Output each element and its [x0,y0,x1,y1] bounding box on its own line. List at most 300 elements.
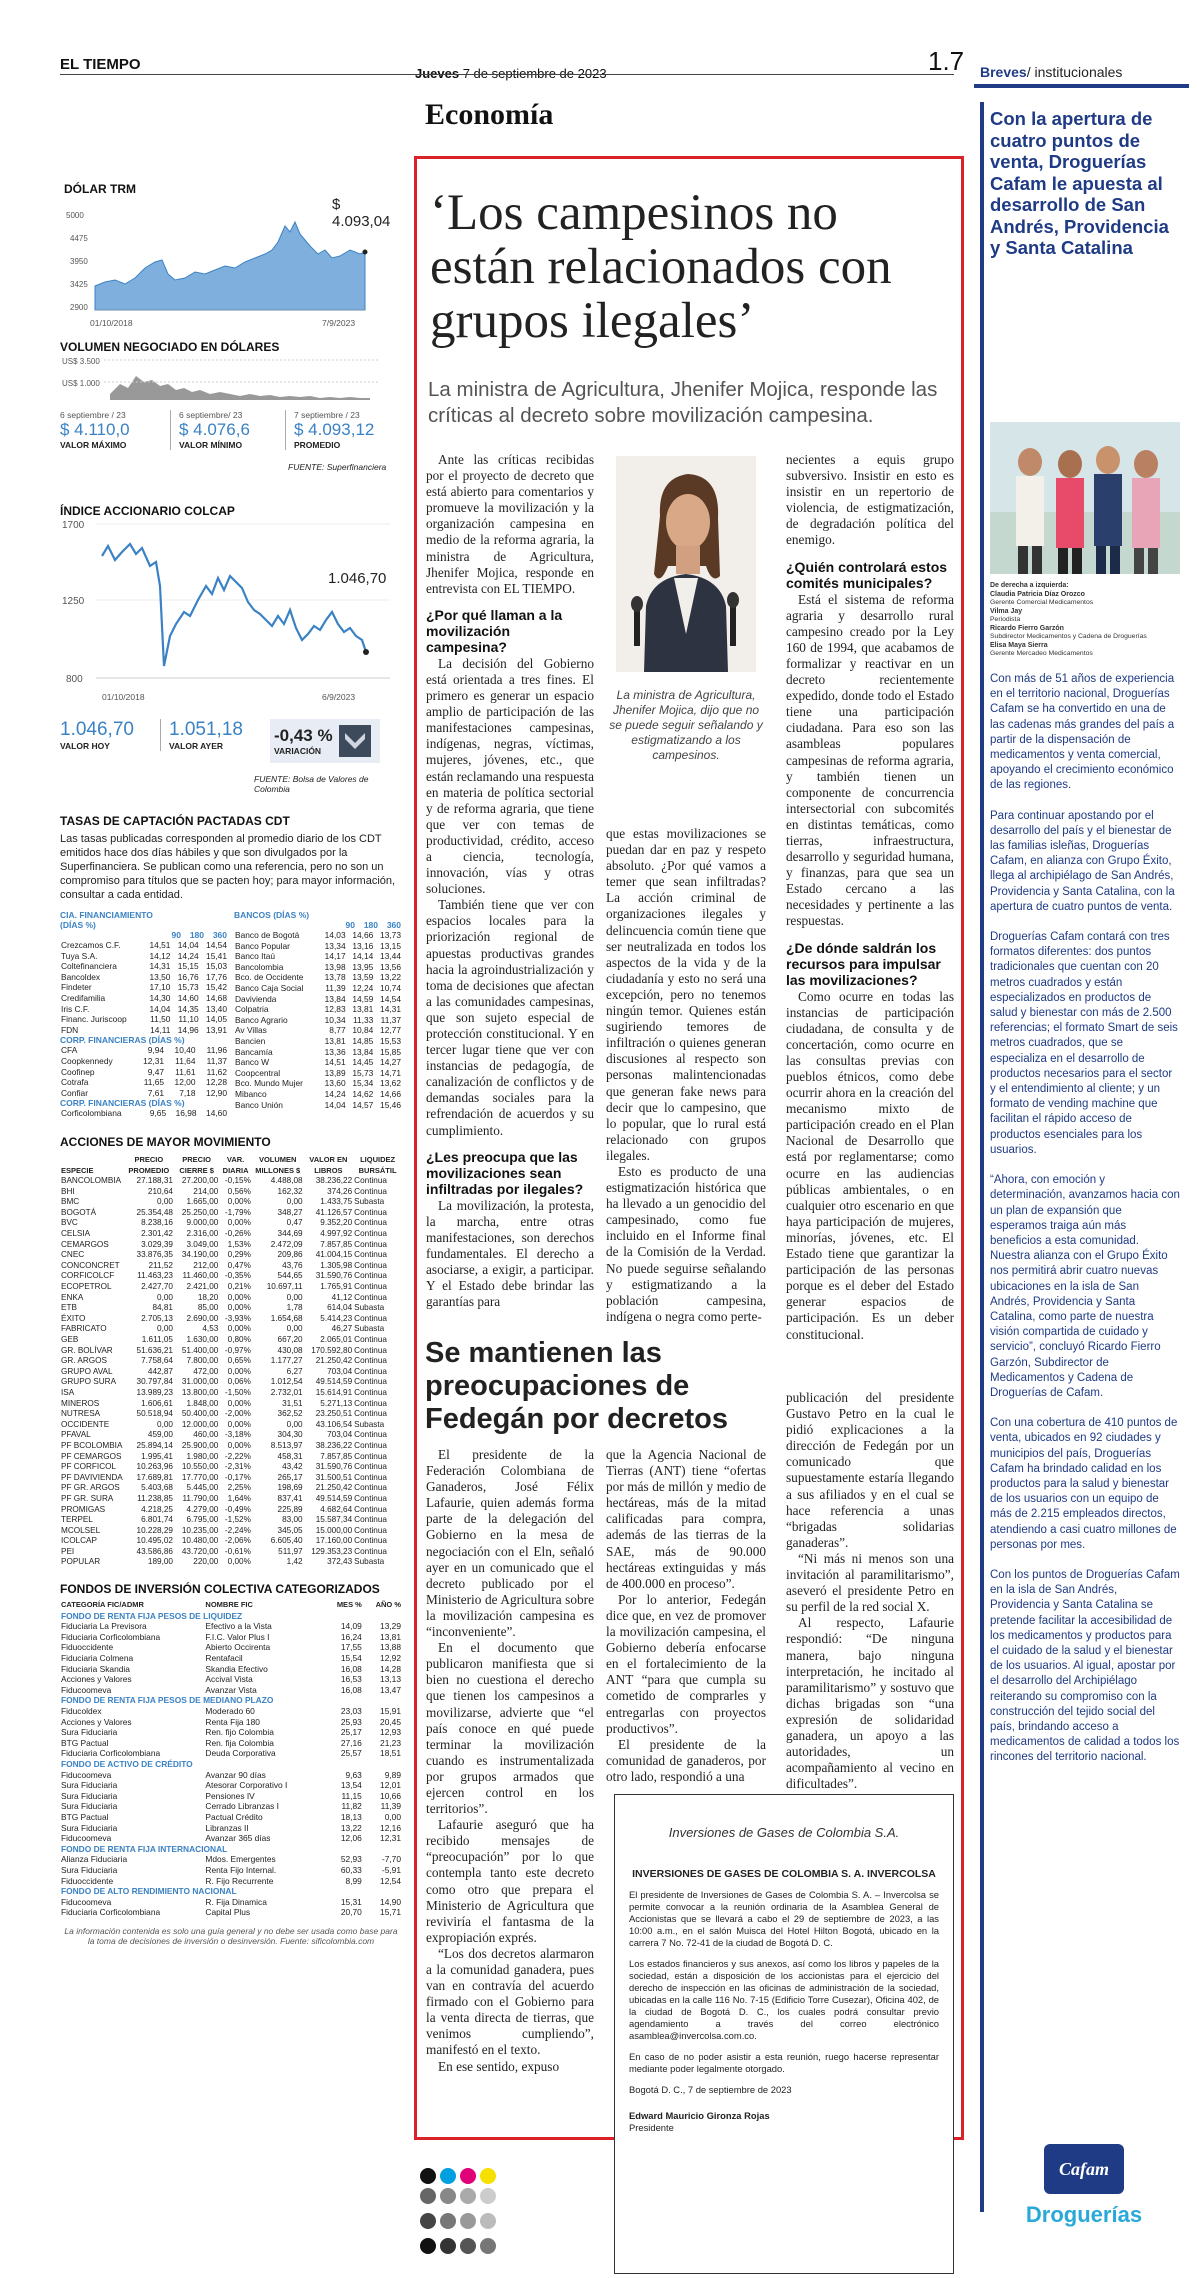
table-cell: 0,00 [157,1292,173,1302]
table-cell: Continua [354,1207,387,1217]
cdt-row [60,993,228,1004]
cdt-row [60,1077,228,1088]
colcap-ayer [160,719,270,751]
cdt-rate: 13,73 [380,930,401,940]
table-cell: NUTRESA [61,1409,101,1419]
cdt-rate: 13,56 [380,961,401,972]
table-cell: Sura Fiduciaria [61,1822,118,1833]
cdt-intro: Las tasas publicadas corresponden al promedio diario de los CDT emitidos hace dos días hábiles y que son divulgados por la Superfinanciera. Se publican como una referencia, pero no son un compromiso para títulos que se pacten hoy; para mayor información, consultar a cada entidad. [60,833,396,901]
dolar-block [60,180,402,330]
paragraph: En ese sentido, expuso [438,2058,560,2074]
cdt-rate: 7,61 [147,1087,165,1098]
table-cell: 1,64% [227,1493,251,1503]
colcap-label: VARIACIÓN [274,746,322,756]
table-cell: -1,50% [224,1387,251,1397]
table-cell: Rentafacil [205,1653,243,1664]
paragraph: “Los dos decretos alarmaron a la comunidad ganadera, pues van en contravía del acuerdo firmado con el Gobierno para la venta directa de tierras, que venimos cumpliendo”, manifestó en el texto. [426,1945,594,2058]
table-cell: Ren. fijo Colombia [205,1727,274,1738]
table-cell: Continua [354,1345,387,1355]
dolar-start: 01/10/2018 [90,318,133,328]
table-cell: POPULAR [61,1557,101,1567]
table-cell: 9,63 [345,1769,362,1780]
table-cell: PF DAVIVIENDA [61,1472,123,1482]
acciones-table [60,1155,402,1568]
table-row [60,1748,402,1759]
table-cell: 51.636,21 [136,1345,173,1355]
table-cell: Efectivo a la Vista [205,1621,272,1632]
colcap-block [60,504,402,804]
person-role: Gerente Comercial Medicamentos [990,599,1094,606]
table-cell: 374,26 [327,1186,353,1196]
table-cell: Fiducoomeva [61,1896,112,1907]
cdt-rate: 14,66 [352,930,374,940]
table-cell: 23.250,51 [315,1409,353,1419]
table-cell: Deuda Corporativa [205,1748,276,1759]
table-cell: 442,87 [147,1366,173,1376]
table-row [60,1547,402,1558]
table-cell: 12,16 [380,1822,401,1833]
table-cell: Continua [354,1398,387,1408]
table-cell: 10.550,00 [181,1462,219,1472]
table-cell: -0,35% [224,1271,251,1281]
table-cell: 2.705,13 [141,1313,173,1323]
cdt-right-header-row [234,910,402,920]
cdt-rate: 17,10 [149,982,171,993]
table-row [60,1536,402,1547]
dolar-ytick: 4475 [70,234,88,243]
table-row [60,1642,402,1653]
cdt-rate: 11,65 [143,1077,165,1088]
table-cell: Continua [354,1250,387,1260]
cdt-day: 90 [345,920,355,930]
table-row [60,1801,402,1812]
table-row [60,1505,402,1516]
cdt-entity: Mibanco [235,1088,267,1099]
table-cell: 345,05 [277,1525,303,1535]
table-cell: 60,33 [340,1864,362,1875]
table-cell: 0,65% [227,1356,251,1366]
table-cell: -3,18% [224,1430,251,1440]
cdt-rate: 13,34 [324,940,346,951]
paragraph: necientes a equis grupo subversivo. Insistir en esto es insistir en un repertorio de violencia, de estigmatización, de degradación política del enemigo. [786,452,954,548]
table-cell: 12,92 [380,1653,401,1664]
table-cell: 15,91 [380,1706,401,1716]
table-row [60,1706,402,1717]
table-cell: BOGOTÁ [61,1207,97,1217]
cdt-rate: 13,78 [324,972,346,983]
person-name: Vilma Jay [990,607,1023,615]
table-cell: 41.004,15 [315,1250,353,1260]
table-cell: 6.605,40 [270,1536,303,1546]
cdt-rate: 15,53 [380,1035,401,1046]
table-cell: 372,43 [327,1557,353,1567]
dolar-ytick: 2900 [70,303,88,312]
cdt-row [60,1045,228,1056]
cdt-entity: Bco. Mundo Mujer [235,1078,303,1089]
table-row [60,1674,402,1685]
table-cell: 5.445,00 [186,1483,219,1493]
cdt-entity: Banco Agrario [235,1014,288,1025]
paragraph: El presidente de la Federación Colombiana de Ganaderos, José Félix Lafaurie, quien además forma parte de la delegación del Gobierno en la mesa de negociación con el Eln, señaló ayer en un comunicado que el decreto publicado por el Ministerio de Agricultura sobre la movilización campesina es “inconveniente”. [426,1447,594,1640]
table-cell: 4.279,00 [186,1504,219,1514]
cdt-rate: 14,11 [150,1024,171,1035]
cdt-row [60,1056,228,1067]
table-row [60,1314,402,1325]
table-cell: ISA [61,1387,75,1397]
cdt-rate: 14,62 [352,1088,374,1099]
table-cell: 41,12 [331,1292,353,1302]
header-rule [60,74,954,75]
table-cell: Ren. fija Colombia [205,1737,274,1748]
question: ¿Por qué llaman a la movilización campesina? [426,606,563,655]
table-cell: Sura Fiduciaria [61,1727,118,1738]
cdt-entity: Confiar [61,1087,88,1098]
names-intro [990,582,1185,591]
table-cell: 17,55 [340,1642,362,1653]
cdt-entity: Banco de Bogotá [235,930,300,940]
minister-photo [616,456,756,672]
sidebar-headline: Con la apertura de cuatro puntos de venta, Droguerías Cafam le apuesta al desarrollo de San Andrés, Providencia y Santa Catalina [990,108,1169,258]
table-cell: 21,23 [380,1737,401,1748]
table-cell: 8.238,16 [141,1218,173,1228]
table-cell: 10.697,11 [266,1282,303,1292]
vol-value: $ 4.076,6 [179,420,250,439]
table-cell: 18,20 [197,1292,219,1302]
table-cell: Continua [354,1387,387,1397]
table-cell: CELSIA [61,1229,91,1239]
cdt-entity: Coofinep [61,1066,95,1077]
cdt-row [234,962,402,973]
table-cell: ICOLCAP [61,1536,97,1546]
fondos-title: FONDOS DE INVERSIÓN COLECTIVA CATEGORIZADOS [60,1582,380,1597]
group-row [60,1611,402,1622]
cafam-logo [1004,2144,1164,2228]
table-cell: 11.463,23 [137,1271,173,1281]
article2-col-1 [426,1447,594,2075]
cdt-day: 360 [212,930,227,940]
column-header: VALOR EN LIBROS [309,1154,348,1175]
table-cell: 1.665,00 [186,1197,219,1207]
table-cell: CNEC [61,1250,85,1260]
table-cell: GR. ARGOS [61,1356,107,1366]
paragraph: Esto es producto de una estigmatización histórica que ha llevado a un genocidio del campesinado, como fue incluido en el Informe final de la Comisión de la Verdad. No puede seguirse señalando y estigmatizando a la población campesina, indígena o negra como perte- [606,1163,766,1324]
dolar-ytick: 5000 [66,211,84,220]
table-cell: 0,47% [227,1260,251,1270]
cdt-rate: 14,24 [324,1088,346,1099]
table-cell: ECOPETROL [61,1282,112,1292]
column-header: PRECIO CIERRE $ [179,1154,214,1175]
table-cell: 25,57 [340,1748,362,1759]
paragraph: Como ocurre en todas las instancias de participación ciudadana, de consulta y de concertación, como ocurre en las consultas previas con pueblos étnicos, como debe ocurrir ahora en la creación del mecanismo mixto de participación creado en el Plan Nacional de Desarrollo que está por reglamentarse; como ocurre en las audiencias públicas ambientales, o en cualquier otro escenario en que haya participación de mujeres, minorías, jóvenes, etc. El Estado tiene que garantizar la participación de las personas porque es el deber del Estado generar espacios de participación. Es un deber constitucional. [786,988,954,1342]
vol-avg [285,410,390,450]
table-cell: 46,27 [331,1324,353,1334]
table-cell: Sura Fiduciaria [61,1780,118,1791]
cdt-row [60,1014,228,1025]
table-cell: 84,81 [152,1303,173,1313]
table-cell: PF GR. ARGOS [61,1483,120,1493]
table-cell: 211,52 [148,1260,173,1270]
table-cell: BTG Pactual [61,1811,109,1822]
table-cell: Continua [354,1218,387,1228]
column-header: VAR. DIARIA [222,1154,249,1175]
table-cell: -0,61% [224,1546,251,1556]
cdt-row [234,930,402,941]
cdt-rate: 14,24 [177,950,199,961]
cdt-entity: Crezcamos C.F. [61,940,121,950]
table-row [60,1865,402,1876]
table-cell: Avanzar 365 días [205,1833,271,1844]
sidebar-header [974,44,1189,88]
table-cell: Continua [354,1271,387,1281]
table-cell: 6.795,00 [186,1515,219,1525]
table-row [60,1409,402,1420]
colcap-variacion: -0,43 % [274,726,333,745]
table-cell: 15,54 [340,1653,362,1664]
table-cell: 0,00% [227,1419,251,1429]
table-cell: PF BCOLOMBIA [61,1440,123,1450]
colcap-ytick: 1250 [62,596,85,607]
column-header: ESPECIE [61,1165,94,1175]
cdt-entity: Tuya S.A. [61,950,98,961]
name-entry [990,642,1185,659]
table-cell: 12,31 [380,1833,401,1844]
cdt-rate: 7,18 [179,1087,196,1098]
table-cell: 0,00% [227,1292,251,1302]
table-cell: 544,65 [277,1271,303,1281]
table-cell: 31.500,51 [315,1472,353,1482]
vol-label: VALOR MÁXIMO [60,440,127,450]
table-cell: Sura Fiduciaria [61,1790,118,1801]
table-cell: Continua [354,1176,387,1186]
table-cell: Continua [354,1504,387,1514]
table-cell: 214,00 [193,1186,219,1196]
cdt-row [234,972,402,983]
table-cell: Continua [354,1493,387,1503]
table-cell: 8,99 [345,1875,362,1886]
table-cell: 51.400,00 [181,1345,219,1355]
table-cell: Continua [354,1239,387,1249]
notice-title: INVERSIONES DE GASES DE COLOMBIA S. A. INVERCOLSA [632,1868,936,1880]
table-cell: 49.514,59 [315,1493,353,1503]
table-cell: 458,31 [277,1451,303,1461]
table-row [60,1833,402,1844]
table-cell: 21.250,42 [315,1356,353,1366]
table-cell: 1.611,05 [141,1335,173,1344]
dolar-ytick: 3950 [70,257,88,266]
article2-headline: Se mantienen las preocupaciones de Fedegán por decretos [425,1337,728,1435]
table-cell: 12,06 [340,1833,362,1844]
table-cell: Continua [354,1515,387,1525]
table-cell: 0,00% [227,1197,251,1207]
table-cell: 10.228,29 [136,1525,173,1535]
table-cell: 614,04 [327,1303,353,1313]
table-cell: -0,49% [224,1504,251,1514]
table-cell: 1.305,98 [320,1260,353,1270]
sidebar-paragraph: Droguerías Cafam contará con tres formatos diferentes: dos puntos tradicionales que cuentan con 20 metros cuadrados y están especializados en productos de salud y bienestar con más de 2.500 referencias; el formato Smart de seis metros cuadrados, que se especializa en el desarrollo de productos necesarios para el sector y el entendimiento al cliente; y un formato de vending machine que facilitan el rápido acceso de productos esenciales para los usuarios. [990,931,1178,1156]
table-row [60,1271,402,1282]
table-cell: 18,51 [380,1748,401,1759]
colcap-ytick: 800 [66,674,83,685]
table-cell: 25.894,14 [136,1440,173,1450]
table-cell: MINEROS [61,1398,100,1408]
table-cell: Pensiones IV [205,1790,255,1801]
table-cell: BMC [61,1197,80,1207]
article-col-2 [606,826,766,1325]
table-cell: Continua [354,1409,387,1419]
cdt-rate: 14,31 [380,1004,401,1015]
group-label: FONDO DE ACTIVO DE CRÉDITO [61,1758,193,1769]
table-cell: 41.126,57 [315,1207,353,1217]
table-cell: 43,76 [282,1260,303,1270]
table-cell: -7,70 [381,1854,401,1865]
table-cell: 43.106,54 [315,1419,353,1429]
sidebar-paragraph: Con una cobertura de 410 puntos de venta, ubicados en 92 ciudades y municipios del país, Droguerías Cafam ha brindado calidad en los productos para la salud y bienestar de los usuarios con un equipo de más de 2.215 empleados directos, atendiendo a casi cuatro millones de personas por mes. [990,1417,1178,1551]
table-cell: 348,27 [277,1207,303,1217]
table-cell: Continua [354,1335,387,1344]
table-cell: 4.218,25 [141,1504,173,1514]
paragraph: Lafaurie aseguró que ha recibido mensajes de “preocupación” por lo que contempla tanto este decreto como otro que prepara el Ministerio de Agricultura que reviviría el fantasma de la expropiación exprés. [426,1817,594,1945]
cdt-rate: 11,62 [206,1066,227,1077]
cdt-rate: 15,34 [352,1078,374,1089]
table-cell: 13.989,23 [136,1387,173,1397]
table-cell: 4,53 [202,1324,219,1334]
table-row [60,1738,402,1749]
table-row [60,1653,402,1664]
table-cell: -5,91 [381,1864,401,1875]
table-cell: 11.460,00 [182,1271,219,1281]
table-cell: 2.690,00 [186,1313,219,1323]
table-cell: 4.997,92 [320,1229,353,1239]
table-cell: 17.689,81 [136,1472,173,1482]
table-cell: 0,00 [384,1811,401,1822]
name-entry [990,608,1185,625]
table-cell: 0,00% [227,1440,251,1450]
table-cell: Continua [354,1536,387,1546]
group-row [60,1844,402,1855]
table-cell: 31.000,00 [181,1377,219,1387]
table-cell: Continua [354,1462,387,1472]
weekday: Jueves [415,66,460,81]
table-cell: Alianza Fiduciaria [61,1854,128,1865]
table-cell: Subasta [354,1324,385,1334]
table-cell: 15,31 [340,1896,362,1907]
table-row [60,1377,402,1388]
cdt-rate: 14,66 [380,1088,401,1099]
cdt-tables [60,910,402,1119]
table-cell: Subasta [354,1303,385,1313]
table-cell: 0,00 [286,1292,303,1302]
cdt-row [234,1089,402,1100]
table-cell: Fiduciaria La Previsora [61,1621,147,1632]
table-cell: 459,00 [147,1430,173,1440]
table-cell: 4.682,64 [320,1504,353,1514]
table-cell: -0,15% [224,1176,251,1186]
colcap-title: ÍNDICE ACCIONARIO COLCAP [60,504,235,518]
table-row [60,1483,402,1494]
cdt-row [60,1108,228,1119]
table-cell: 9.000,00 [186,1218,219,1228]
table-row [60,1187,402,1198]
table-cell: 1,78 [286,1303,303,1313]
table-cell: 12,93 [380,1727,401,1738]
table-cell: 18,13 [340,1811,362,1822]
table-cell: 13,29 [380,1621,401,1632]
table-cell: 25.900,00 [181,1440,219,1450]
table-cell: 10.480,00 [181,1536,219,1546]
cdt-row [60,972,228,983]
table-cell: 2,25% [227,1483,251,1493]
table-cell: Continua [354,1546,387,1556]
legal-notice [614,1794,954,2274]
table-cell: GEB [61,1335,79,1344]
cdt-rate: 9,94 [147,1045,165,1056]
sidebar-names [990,582,1185,659]
table-cell: 0,00% [227,1218,251,1228]
cdt-entity: Iris C.F. [61,1003,90,1014]
name-entry [990,625,1185,642]
column-header: NOMBRE FIC [205,1600,253,1610]
table-cell: 16,24 [340,1631,362,1642]
table-cell: Abierto Occirenta [205,1642,271,1653]
table-cell: Continua [354,1260,387,1270]
cdt-day: 90 [171,930,181,940]
table-cell: GRUPO SURA [61,1377,117,1387]
table-cell: F.I.C. Valor Plus I [205,1631,270,1642]
cdt-rate: 15,46 [380,1099,401,1110]
cdt-rate: 14,51 [324,1057,346,1068]
table-row [60,1664,402,1675]
table-row [60,1388,402,1399]
cdt-rate: 11,39 [325,982,346,993]
table-cell: -0,97% [224,1345,251,1355]
table-cell: 0,00 [157,1197,173,1207]
table-cell: 13,81 [380,1631,401,1642]
cdt-left-table2 [60,1045,228,1098]
cdt-row [234,1047,402,1058]
cdt-entity: Banco W [235,1057,269,1068]
table-cell: R. Fijo Recurrente [205,1875,274,1886]
table-cell: 189,00 [147,1557,173,1567]
table-cell: 225,89 [277,1504,303,1514]
cdt-rate: 14,60 [206,1108,227,1119]
down-arrow-icon [339,725,371,757]
table-cell: Fiducoomeva [61,1769,112,1780]
table-cell: CONCONCRET [61,1260,120,1270]
cdt-rate: 15,85 [380,1046,401,1057]
table-cell: MCOLSEL [61,1525,101,1535]
table-cell: 837,41 [277,1493,303,1503]
table-cell: 2.301,42 [141,1229,173,1239]
table-cell: 11,39 [380,1801,401,1812]
cdt-rate: 13,62 [380,1078,401,1089]
cdt-day: 180 [363,920,378,930]
table-cell: 7.758,64 [141,1356,173,1366]
colcap-value: 1.046,70 [60,719,134,740]
table-cell: Acciones y Valores [61,1716,132,1727]
newspaper-brand: EL TIEMPO [60,56,141,73]
column-header: PRECIO PROMEDIO [128,1154,170,1175]
cdt-rate: 15,42 [206,982,227,993]
cdt-rate: 14,14 [352,951,374,962]
table-cell: 667,20 [277,1335,303,1344]
cdt-row [234,1036,402,1047]
colcap-end: 6/9/2023 [322,692,356,702]
table-cell: 13,13 [380,1674,401,1685]
table-cell: Fiducoomeva [61,1684,112,1695]
table-cell: 31,51 [282,1398,303,1408]
cdt-rate: 12,00 [174,1077,196,1088]
cdt-day: 180 [189,930,204,940]
